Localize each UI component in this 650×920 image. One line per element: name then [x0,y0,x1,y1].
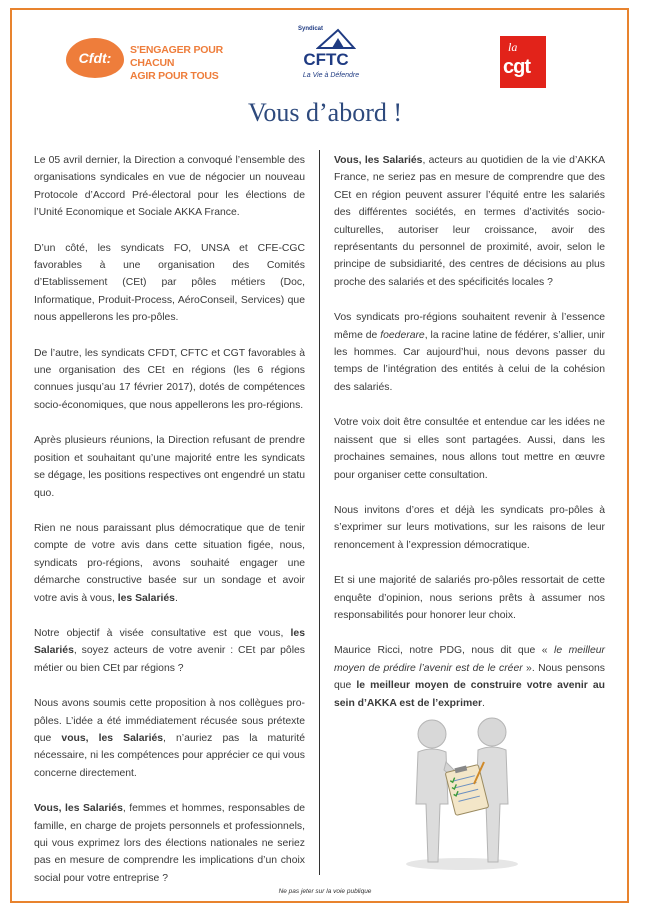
right-paragraph [334,414,605,484]
cfdt-logo [66,38,246,82]
paragraph-text: vous, les Salariés [61,732,164,744]
people-clipboard-illustration [400,712,524,872]
left-paragraph [34,345,305,415]
paragraph-text: foederare [380,329,425,341]
left-paragraph [34,240,305,327]
cftc-tagline: La Vie à Défendre [302,72,360,79]
paragraph-text: , n’auriez pas la maturité nécessaire, ni les compétences pour apprécier ce qui vous concerne directement. [34,732,305,779]
paragraph-text: Et si une majorité de salariés pro-pôles ressortait de cette enquête d’opinion, nous serions prêts à assumer nos responsabilités pour honorer leur choix. [334,575,605,621]
paragraph-text: les Salariés [117,592,175,604]
cgt-logo [500,36,546,88]
cfdt-slogan [130,44,250,83]
paragraph-text: Votre voix doit être consultée et entendue car les idées ne naissent que si elles sont partagées. Aussi, dans les prochaines semaines, nous allons tout mettre en œuvre pour organiser cette consultation. [334,417,605,481]
left-paragraph [34,152,305,222]
left-paragraph [34,520,305,607]
left-paragraph [34,800,305,887]
paragraph-text: Après plusieurs réunions, la Direction refusant de prendre position et souhaitant qu’une majorité entre les syndicats se dégage, les positions respectives ont engendré un statu quo. [34,435,305,499]
paragraph-text: les Salariés [34,627,305,657]
paragraph-text: Rien ne nous paraissant plus démocratique que de tenir compte de votre avis dans cette situation figée, nous, syndicats pro-régions, avons souhaité engager une démarche constructive basée sur un sondage et avoir votre avis à vous, [34,522,305,604]
paragraph-text: Notre objectif à visée consultative est que vous, [34,627,291,639]
right-paragraph [334,309,605,396]
paragraph-text: De l’autre, les syndicats CFDT, CFTC et CGT favorables à une organisation des CEt en régions (les 6 régions connues jusqu’au 17 février 2017), dotés de compétences socio-économiques, que nous appellerons les pro-régions. [34,347,305,411]
left-column [34,152,305,905]
paragraph-text: . [482,697,485,709]
footer-note: Ne pas jeter sur la voie publique [278,888,372,895]
paragraph-text: Vos syndicats pro-régions souhaitent revenir à l’essence même de [334,312,605,341]
paragraph-text: Nous avons soumis cette proposition à nos collègues pro-pôles. L’idée a été immédiatement récusée sous prétexte que [34,698,305,744]
paragraph-text: ». Nous pensons que [334,662,605,692]
cftc-name: CFTC [303,50,349,69]
paragraph-text: le meilleur moyen de construire votre avenir au sein d’AKKA est de l’exprimer [334,680,605,709]
left-paragraph [34,432,305,502]
right-paragraph [334,642,605,712]
cftc-sub: Syndicat [298,26,324,32]
paragraph-text: le meilleur moyen de prédire l’avenir est de le créer [334,645,605,674]
left-paragraph [34,695,305,782]
paragraph-text: , acteurs au quotidien de la vie d’AKKA France, ne seriez pas en mesure de comprendre que des CEt en région peuvent assurer l’équité entre les salariés des différentes sociétés, en termes d’activités socio-culturelles, autoriser leur croissance, avoir des représentants du personnel de proximité, avoir, selon le principe de subsidiarité, des centres de décisions au plus proche des salariés et des spécificités locales ? [334,155,605,288]
cfdt-mark: Cfdt: [66,38,124,78]
cgt-la: la [508,40,518,54]
paragraph-text: , la racine latine de fédérer, s’allier, unir les hommes. Car aujourd’hui, nous devons passer du temps de l’intégration des entités à celui de la cohésion des salariés. [334,329,606,393]
paragraph-text: , soyez acteurs de votre avenir : CEt par pôles métier ou bien CEt par régions ? [34,645,305,674]
paragraph-text: Vous, les Salariés [334,155,423,166]
right-paragraph [334,502,605,554]
right-paragraph [334,572,605,624]
column-divider [319,150,320,875]
paragraph-text: Maurice Ricci, notre PDG, nous dit que « [334,645,555,657]
paragraph-text: D’un côté, les syndicats FO, UNSA et CFE-CGC favorables à une organisation des Comités d’Etablissement (CEt) par pôles métiers (Doc, Informatique, Produit-Process, AéroConseil, Services) que nous appellerons les pro-pôles. [34,242,305,324]
left-paragraph [34,625,305,677]
cfdt-slogan-line2: AGIR POUR TOUS [130,70,219,82]
right-paragraph [334,152,605,291]
paragraph-text: Le 05 avril dernier, la Direction a convoqué l’ensemble des organisations syndicales en vue de négocier un nouveau Protocole d’Accord Pré-électoral pour les élections de l’Unité Economique et Sociale AKKA France. [34,155,305,219]
right-column [334,152,605,730]
paragraph-text: Nous invitons d’ores et déjà les syndicats pro-pôles à s’exprimer sur leurs motivations, sur les raisons de leur renoncement à l’expression démocratique. [334,504,605,551]
paragraph-text: , femmes et hommes, responsables de famille, en charge de projets personnels et professionnels, qui vous exprimez lors des élections nationales ne seriez pas en mesure de comprendre les implications d’un choix social pour votre entreprise ? [34,803,306,884]
paragraph-text: . [174,592,178,604]
cfdt-slogan-line1: S'ENGAGER POUR CHACUN [130,44,224,69]
page-title: Vous d’abord ! [247,98,403,127]
paragraph-text: Vous, les Salariés [34,803,123,815]
cftc-logo [290,26,374,90]
cgt-name: cgt [503,56,530,78]
